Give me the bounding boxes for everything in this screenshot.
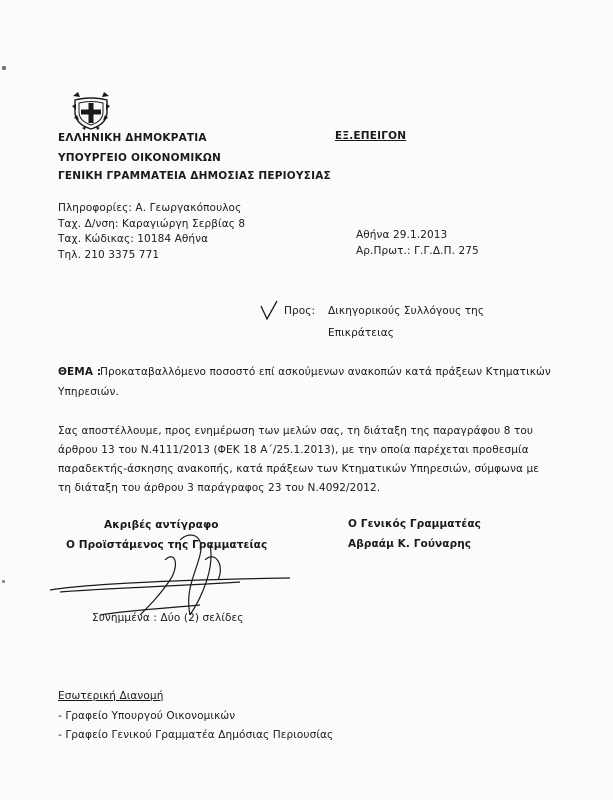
subject-line-1: Προκαταβαλλόμενο ποσοστό επί ασκούμενων ανακοπών κατά πράξεων Κτηματικών xyxy=(100,366,551,378)
contact-info: Πληροφορίες: Α. Γεωργακόπουλος xyxy=(58,202,242,214)
body-line-3: παραδεκτής-άσκησης ανακοπής, κατά πράξεων των Κτηματικών Υπηρεσιών, σύμφωνα με xyxy=(58,463,540,475)
scan-speck xyxy=(2,580,5,583)
true-copy-label: Ακριβές αντίγραφο xyxy=(104,519,219,531)
ministry-heading: ΥΠΟΥΡΓΕΙΟ ΟΙΚΟΝΟΜΙΚΩΝ xyxy=(58,152,221,164)
body-line-4: τη διάταξη του άρθρου 3 παράγραφος 23 του Ν.4092/2012. xyxy=(58,482,381,494)
secretariat-heading: ΓΕΝΙΚΗ ΓΡΑΜΜΑΤΕΙΑ ΔΗΜΟΣΙΑΣ ΠΕΡΙΟΥΣΙΑΣ xyxy=(58,170,331,182)
recipient-prefix: Προς: xyxy=(284,305,316,317)
greek-coat-of-arms-icon xyxy=(70,90,112,132)
recipient-line-1: Δικηγορικούς Συλλόγους της xyxy=(328,305,485,317)
checkmark-icon xyxy=(258,300,280,322)
distribution-title: Εσωτερική Διανομή xyxy=(58,690,164,702)
scan-speck xyxy=(2,66,6,70)
general-secretary-title: Ο Γενικός Γραμματέας xyxy=(348,518,481,530)
contact-postcode: Ταχ. Κώδικας: 10184 Αθήνα xyxy=(58,233,209,245)
subject-label: ΘΕΜΑ : xyxy=(58,366,102,378)
distribution-item: - Γραφείο Γενικού Γραμματέα Δημόσιας Περιουσίας xyxy=(58,729,334,741)
republic-heading: ΕΛΛΗΝΙΚΗ ΔΗΜΟΚΡΑΤΙΑ xyxy=(58,132,207,144)
general-secretary-name: Αβραάμ Κ. Γούναρης xyxy=(348,538,472,550)
attachments-note: Συνημμένα : Δύο (2) σελίδες xyxy=(92,612,244,624)
contact-phone: Τηλ. 210 3375 771 xyxy=(58,249,160,261)
protocol-number: Αρ.Πρωτ.: Γ.Γ.Δ.Π. 275 xyxy=(356,245,479,257)
subject-line-2: Υπηρεσιών. xyxy=(58,386,119,398)
body-line-1: Σας αποστέλλουμε, προς ενημέρωση των μελών σας, τη διάταξη της παραγράφου 8 του xyxy=(58,425,534,437)
contact-address: Ταχ. Δ/νση: Καραγιώργη Σερβίας 8 xyxy=(58,218,246,230)
distribution-item: - Γραφείο Υπουργού Οικονομικών xyxy=(58,710,236,722)
urgency-label: ΕΞ.ΕΠΕΙΓΟΝ xyxy=(335,130,407,142)
recipient-line-2: Επικράτειας xyxy=(328,327,395,339)
copy-signatory-title: Ο Προϊστάμενος της Γραμματείας xyxy=(66,539,268,551)
document-date: Αθήνα 29.1.2013 xyxy=(356,229,448,241)
body-line-2: άρθρου 13 του Ν.4111/2013 (ΦΕΚ 18 Α΄/25.1.2013), με την οποία παρέχεται προθεσμία xyxy=(58,444,529,456)
